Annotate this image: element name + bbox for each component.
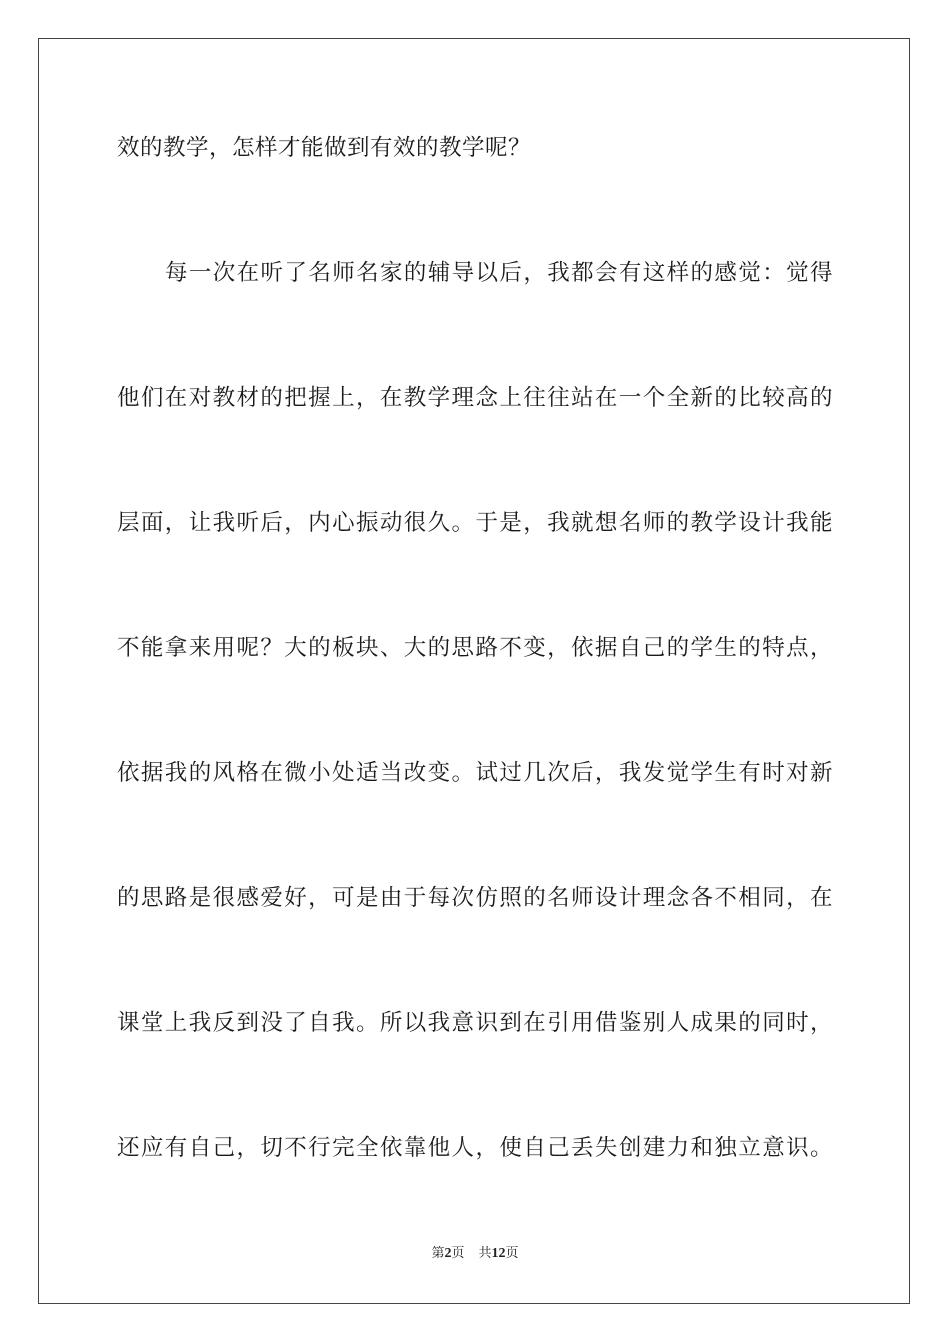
text-line-9: 还应有自己，切不行完全依靠他人，使自己丢失创建力和独立意识。 — [117, 1135, 833, 1161]
page-suffix: 页 — [451, 1246, 465, 1261]
total-suffix: 页 — [505, 1246, 519, 1261]
text-line-7: 的思路是很感爱好，可是由于每次仿照的名师设计理念各不相同，在 — [117, 885, 833, 911]
text-line-3: 他们在对教材的把握上，在教学理念上往往站在一个全新的比较高的 — [117, 385, 833, 411]
page-prefix: 第 — [431, 1246, 445, 1261]
total-pages: 12 — [491, 1246, 506, 1261]
page-number: 2 — [444, 1246, 452, 1261]
text-line-5: 不能拿来用呢？大的板块、大的思路不变，依据自己的学生的特点， — [117, 635, 833, 661]
page-footer — [0, 1245, 950, 1263]
text-line-6: 依据我的风格在微小处适当改变。试过几次后，我发觉学生有时对新 — [117, 760, 833, 786]
text-line-4: 层面，让我听后，内心振动很久。于是，我就想名师的教学设计我能 — [117, 510, 833, 536]
page-border — [38, 38, 910, 1304]
total-prefix: 共 — [478, 1246, 492, 1261]
text-line-1: 效的教学，怎样才能做到有效的教学呢？ — [117, 135, 532, 161]
paragraph-first-line: 每一次在听了名师名家的辅导以后，我都会有这样的感觉：觉得 — [165, 260, 833, 286]
text-line-8: 课堂上我反到没了自我。所以我意识到在引用借鉴别人成果的同时， — [117, 1010, 833, 1036]
